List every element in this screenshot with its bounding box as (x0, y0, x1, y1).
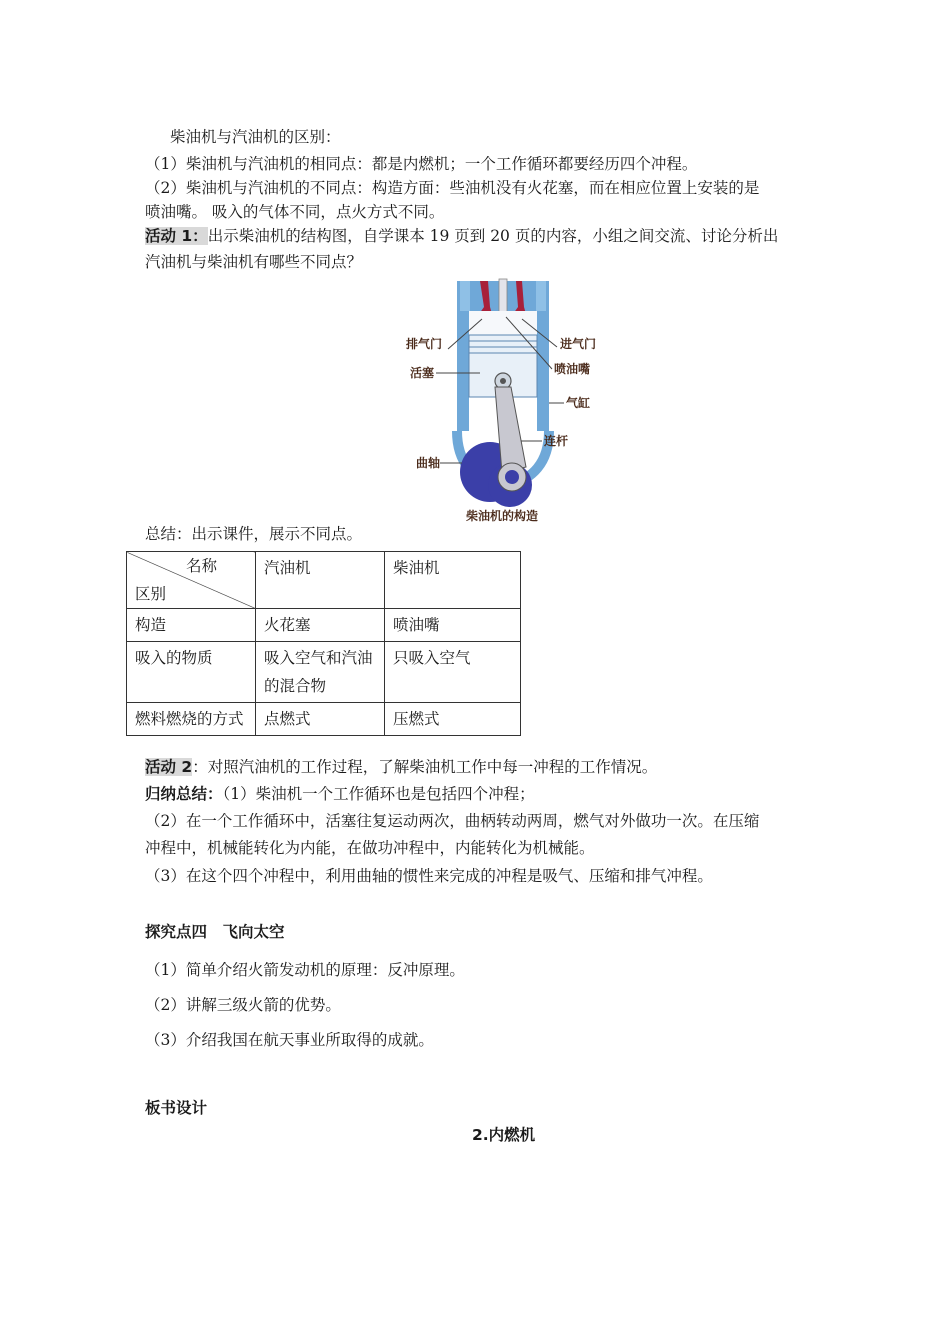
table-row (127, 703, 521, 736)
row-name: 燃料燃烧的方式 (127, 703, 256, 736)
diesel-engine-diagram (402, 277, 617, 529)
board-title: 2.内燃机 (472, 1126, 536, 1144)
explore-item-1: （1）简单介绍火箭发动机的原理：反冲原理。 (145, 961, 465, 979)
row-name: 吸入的物质 (127, 642, 256, 703)
activity-1 (145, 222, 810, 250)
header-gasoline: 汽油机 (256, 552, 385, 609)
conclusion-label: 归纳总结： (145, 785, 223, 803)
explore-item-2: （2）讲解三级火箭的优势。 (145, 996, 341, 1014)
header-diesel: 柴油机 (385, 552, 521, 609)
summary-line: 总结：出示课件，展示不同点。 (145, 525, 363, 543)
cylinder-wall-left (457, 311, 469, 431)
label-exhaust-valve: 排气门 (406, 337, 443, 351)
activity-1-text-b: 汽油机与柴油机有哪些不同点？ (145, 253, 363, 271)
label-cylinder: 气缸 (566, 396, 591, 410)
row-diesel: 只吸入空气 (385, 642, 521, 703)
table-header-row (127, 552, 521, 609)
explore-item-3: （3）介绍我国在航天事业所取得的成就。 (145, 1031, 434, 1049)
conclusion-text-1: （1）柴油机一个工作循环也是包括四个冲程； (222, 785, 535, 803)
intro-line-2a: （2）柴油机与汽油机的不同点：构造方面：些油机没有火花塞，而在相应位置上安装的是 (145, 179, 760, 197)
figure-caption: 柴油机的构造 (466, 509, 539, 523)
row-diesel: 压燃式 (385, 703, 521, 736)
activity-2-label: 活动 2 (145, 758, 193, 776)
explore-heading: 探究点四 飞向太空 (145, 923, 285, 941)
activity-1-text-a: 出示柴油机的结构图，自学课本 19 页到 20 页的内容，小组之间交流、讨论分析出 (207, 227, 779, 245)
intro-line-1: （1）柴油机与汽油机的相同点：都是内燃机；一个工作循环都要经历四个冲程。 (145, 155, 698, 173)
row-diesel: 喷油嘴 (385, 609, 521, 642)
row-gasoline: 火花塞 (256, 609, 385, 642)
label-piston: 活塞 (410, 366, 435, 380)
header-diagonal-cell (127, 552, 256, 609)
table-row (127, 642, 521, 703)
conclusion-line-2b: 冲程中，机械能转化为内能，在做功冲程中，内能转化为机械能。 (145, 839, 595, 857)
row-gasoline: 点燃式 (256, 703, 385, 736)
header-name: 名称 (185, 557, 217, 575)
activity-2 (145, 753, 810, 781)
intro-title: 柴油机与汽油机的区别： (170, 128, 341, 146)
board-heading: 板书设计 (145, 1099, 208, 1117)
conclusion-line-1 (145, 780, 810, 808)
comparison-table (126, 551, 521, 736)
label-intake-valve: 进气门 (560, 337, 597, 351)
conclusion-line-2a: （2）在一个工作循环中，活塞往复运动两次，曲柄转动两周，燃气对外做功一次。在压缩 (145, 812, 760, 830)
cylinder-wall-right (537, 311, 549, 431)
row-name: 构造 (127, 609, 256, 642)
table-row (127, 609, 521, 642)
row-gasoline: 吸入空气和汽油的混合物 (256, 642, 385, 703)
activity-1-label: 活动 1： (145, 227, 208, 245)
intro-line-2b: 喷油嘴。 吸入的气体不同，点火方式不同。 (145, 203, 445, 221)
label-crankshaft: 曲轴 (416, 456, 441, 470)
activity-2-text: ：对照汽油机的工作过程，了解柴油机工作中每一冲程的工作情况。 (192, 758, 658, 776)
label-injector: 喷油嘴 (554, 362, 591, 376)
conclusion-line-3: （3）在这个四个冲程中，利用曲轴的惯性来完成的冲程是吸气、压缩和排气冲程。 (145, 867, 713, 885)
header-difference: 区别 (135, 585, 167, 603)
label-connecting-rod: 连杆 (544, 434, 569, 448)
